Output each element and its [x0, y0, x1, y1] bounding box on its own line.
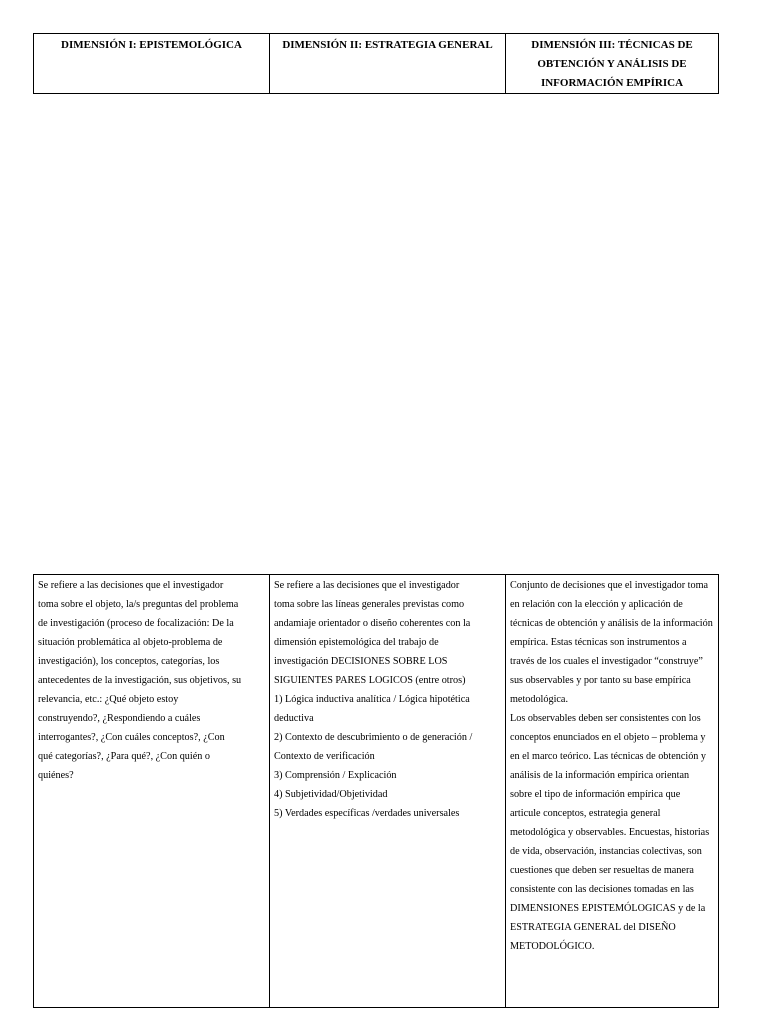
- text-line: DIMENSIÓN I: EPISTEMOLÓGICA: [61, 39, 242, 51]
- text-line: conceptos enunciados en el objeto – problema y: [510, 732, 706, 743]
- dimensions-header-table: [33, 33, 719, 94]
- text-line: METODOLÓGICO.: [510, 941, 595, 952]
- text-line: construyendo?, ¿Respondiendo a cuáles: [38, 713, 201, 724]
- text-line: metodológica.: [510, 694, 568, 705]
- header-dimension-3: [506, 34, 719, 94]
- text-line: Se refiere a las decisiones que el investigador: [38, 580, 224, 591]
- text-line: investigación DECISIONES SOBRE LOS: [274, 656, 448, 667]
- text-line: situación problemática al objeto-problema de: [38, 637, 223, 648]
- text-line: INFORMACIÓN EMPÍRICA: [540, 77, 684, 89]
- text-line: través de los cuales el investigador “construye”: [510, 656, 703, 667]
- text-line: investigación), los conceptos, categorías, los: [38, 656, 220, 667]
- text-line: deductiva: [274, 713, 314, 724]
- text-line: Conjunto de decisiones que el investigador toma: [510, 580, 709, 591]
- text-line: en el marco teórico. Las técnicas de obtención y: [510, 751, 707, 762]
- text-line: toma sobre las líneas generales previstas como: [274, 599, 465, 610]
- text-line: sobre el tipo de información empírica que: [510, 789, 681, 800]
- text-line: de investigación (proceso de focalización: De la: [38, 618, 234, 629]
- text-line: OBTENCIÓN Y ANÁLISIS DE: [537, 58, 687, 70]
- text-line: qué categorías?, ¿Para qué?, ¿Con quién o: [38, 751, 210, 762]
- description-dimension-2: [270, 575, 506, 1008]
- text-line: sus observables y por tanto su base empírica: [510, 675, 691, 686]
- text-line: dimensión epistemológica del trabajo de: [274, 637, 439, 648]
- text-line: 1) Lógica inductiva analítica / Lógica hipotética: [274, 694, 470, 705]
- text-line: andamiaje orientador o diseño coherentes con la: [274, 618, 471, 629]
- text-line: consistente con las decisiones tomadas en las: [510, 884, 694, 895]
- text-line: interrogantes?, ¿Con cuáles conceptos?, ¿Con: [38, 732, 225, 743]
- text-line: en relación con la elección y aplicación de: [510, 599, 683, 610]
- description-dimension-1: [34, 575, 270, 1008]
- text-line: 2) Contexto de descubrimiento o de generación /: [274, 732, 473, 743]
- text-line: 5) Verdades específicas /verdades universales: [274, 808, 460, 819]
- text-line: SIGUIENTES PARES LOGICOS (entre otros): [274, 675, 466, 686]
- text-line: Contexto de verificación: [274, 751, 375, 762]
- text-line: de vida, observación, instancias colectivas, son: [510, 846, 702, 857]
- text-line: DIMENSIÓN III: TÉCNICAS DE: [531, 39, 693, 51]
- text-line: toma sobre el objeto, la/s preguntas del problema: [38, 599, 239, 610]
- text-line: antecedentes de la investigación, sus objetivos, su: [38, 675, 242, 686]
- description-dimension-3: [506, 575, 719, 1008]
- text-line: Se refiere a las decisiones que el investigador: [274, 580, 460, 591]
- text-line: 4) Subjetividad/Objetividad: [274, 789, 388, 800]
- text-line: metodológica y observables. Encuestas, historias: [510, 827, 710, 838]
- text-line: DIMENSIÓN II: ESTRATEGIA GENERAL: [282, 39, 493, 51]
- text-line: quiénes?: [38, 770, 74, 781]
- text-line: ESTRATEGIA GENERAL del DISEÑO: [510, 922, 676, 933]
- header-dimension-1: [34, 34, 270, 94]
- text-line: relevancia, etc.: ¿Qué objeto estoy: [38, 694, 179, 705]
- dimensions-description-table: [33, 574, 719, 1008]
- header-dimension-2: [270, 34, 506, 94]
- text-line: DIMENSIONES EPISTEMÓLOGICAS y de la: [510, 903, 706, 914]
- text-line: técnicas de obtención y análisis de la información: [510, 618, 713, 629]
- text-line: empírica. Estas técnicas son instrumentos a: [510, 637, 687, 648]
- text-line: cuestiones que deben ser resueltas de manera: [510, 865, 694, 876]
- description-row: [34, 575, 719, 1008]
- text-line: 3) Comprensión / Explicación: [274, 770, 397, 781]
- text-line: Los observables deben ser consistentes con los: [510, 713, 701, 724]
- text-line: articule conceptos, estrategia general: [510, 808, 661, 819]
- header-row: [34, 34, 719, 94]
- text-line: análisis de la información empírica orientan: [510, 770, 690, 781]
